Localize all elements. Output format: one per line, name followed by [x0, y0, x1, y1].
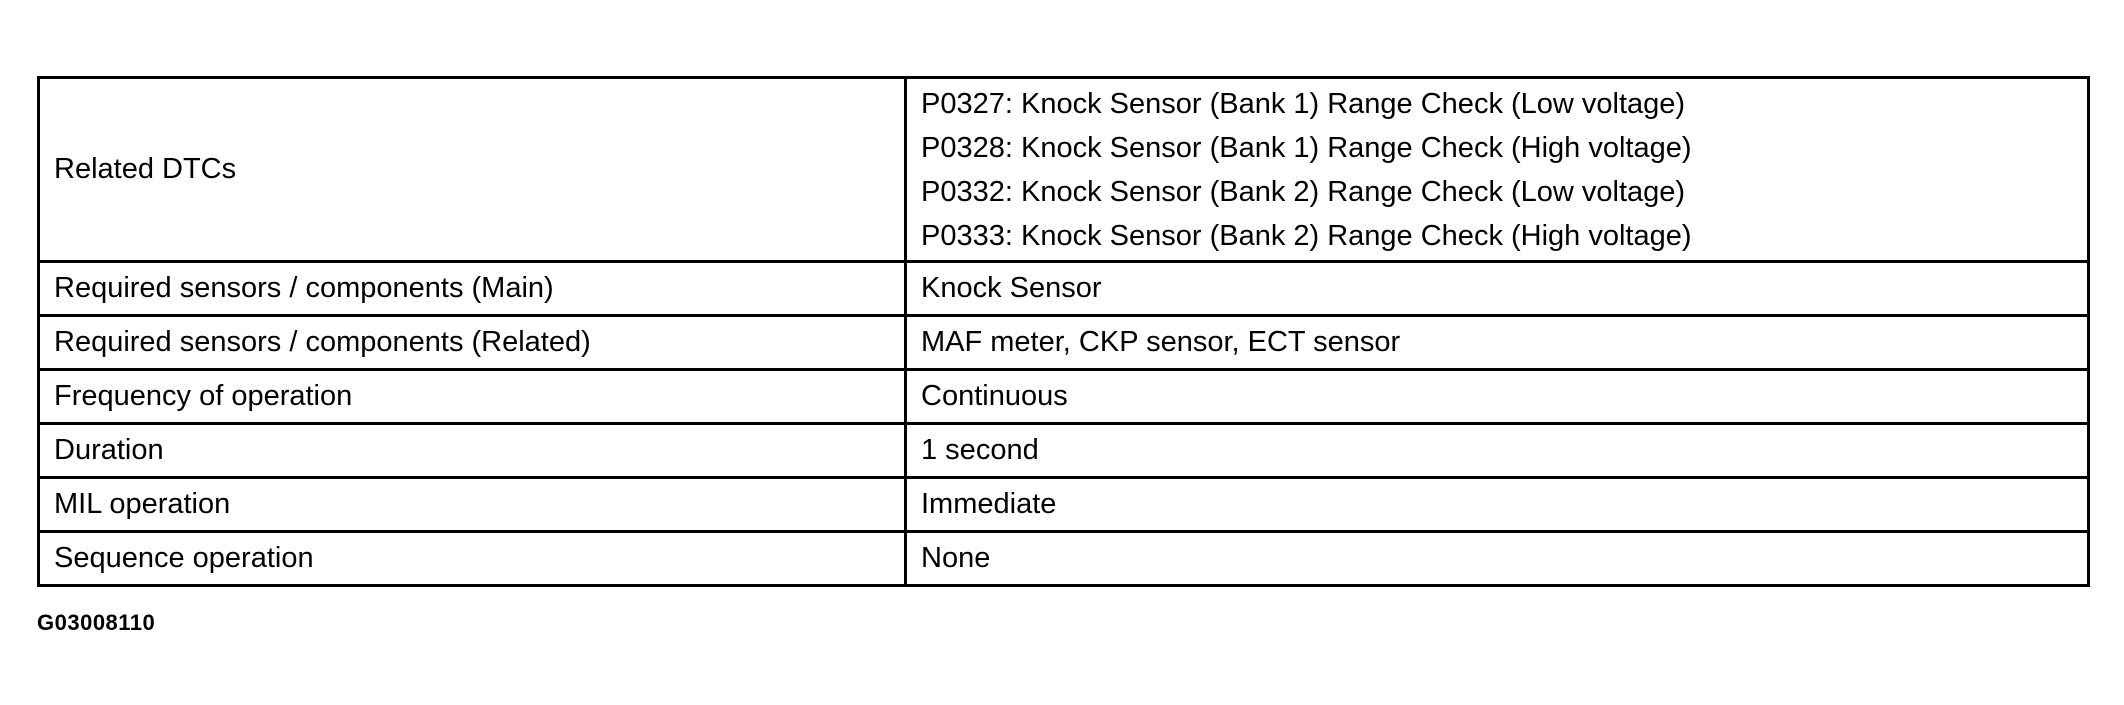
row-value: Immediate	[906, 478, 2089, 532]
row-value: Knock Sensor	[906, 262, 2089, 316]
dtc-item: P0327: Knock Sensor (Bank 1) Range Check (Low voltage)	[921, 87, 1686, 120]
row-label: Duration	[39, 424, 906, 478]
spec-table	[37, 76, 2090, 587]
table-row-main-components	[39, 262, 2089, 316]
dtc-list	[921, 82, 2087, 258]
table-row-frequency	[39, 370, 2089, 424]
table-row-mil-operation	[39, 478, 2089, 532]
row-label: Frequency of operation	[39, 370, 906, 424]
related-dtcs-cell	[906, 78, 2089, 262]
table-row-related-dtcs	[39, 78, 2089, 262]
row-value: MAF meter, CKP sensor, ECT sensor	[906, 316, 2089, 370]
dtc-item: P0333: Knock Sensor (Bank 2) Range Check (High voltage)	[921, 219, 1692, 252]
row-value: Continuous	[906, 370, 2089, 424]
table-row-sequence-operation	[39, 532, 2089, 586]
dtc-item: P0332: Knock Sensor (Bank 2) Range Check (Low voltage)	[921, 175, 1686, 208]
dtc-item: P0328: Knock Sensor (Bank 1) Range Check (High voltage)	[921, 131, 1692, 164]
row-label: MIL operation	[39, 478, 906, 532]
row-value: None	[906, 532, 2089, 586]
table-row-related-components	[39, 316, 2089, 370]
table-row-duration	[39, 424, 2089, 478]
row-label: Required sensors / components (Main)	[39, 262, 906, 316]
figure-code: G03008110	[37, 610, 156, 635]
row-label: Required sensors / components (Related)	[39, 316, 906, 370]
row-value: 1 second	[906, 424, 2089, 478]
row-label: Sequence operation	[39, 532, 906, 586]
row-label-related-dtcs: Related DTCs	[39, 78, 906, 262]
